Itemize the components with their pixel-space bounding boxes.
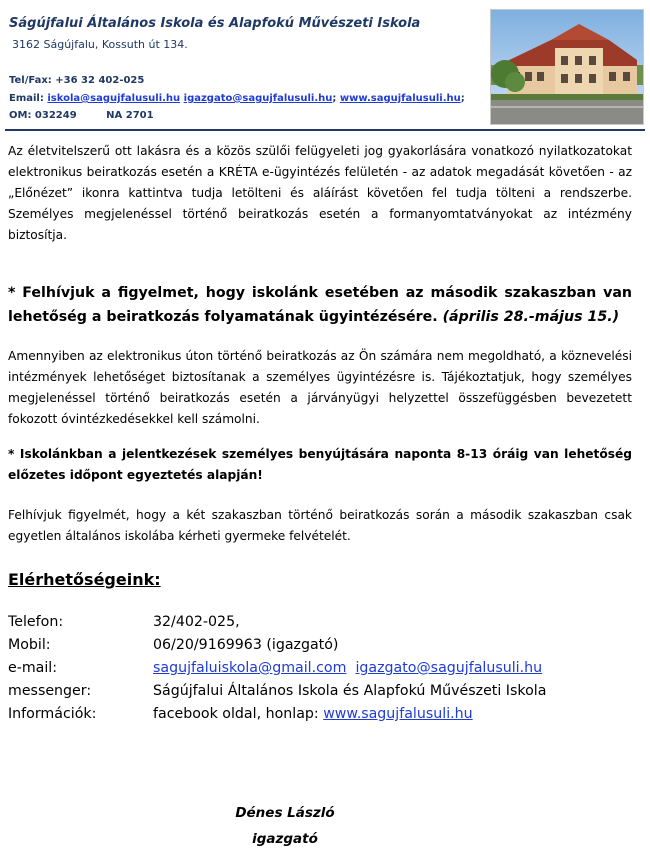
contact-row-messenger (8, 683, 638, 706)
na-id: NA 2701 (106, 110, 154, 121)
email-line (9, 93, 465, 104)
enrollment-dates: (április 28.-május 15.) (442, 309, 620, 325)
separator: ; (460, 93, 465, 104)
contacts-list (8, 614, 638, 729)
paragraph-single-school: Felhívjuk figyelmét, hogy a két szakaszban történő beiratkozás során a második szakaszban csak egyetlen általános iskolába kérheti gyermeke felvételét. (8, 508, 632, 543)
signatory-title: igazgató (252, 831, 318, 847)
website-link-contact[interactable]: www.sagujfalusuli.hu (323, 706, 473, 722)
phone-value: 32/402-025, (153, 614, 240, 630)
info-prefix: facebook oldal, honlap: (153, 706, 319, 722)
header-divider (5, 129, 645, 131)
mobile-value: 06/20/9169963 (igazgató) (153, 637, 339, 653)
paragraph-declarations: Az életvitelszerű ott lakásra és a közös szülői felügyeleti jog gyakorlására vonatkozó nyilatkozatokat elektronikus beiratkozás esetén a KRÉTA e-ügyintézés felületén - az adatok megadását követően - az „Előnézet” ikonra kattintva tudja letölteni és aláírást követően fel tudja tölteni a rendszerbe. Személyes megjelenéssel történő beiratkozás esetén a formanyomtatványokat az intézmény biztosítja. (8, 144, 632, 242)
signature-block (220, 800, 350, 852)
mobile-label: Mobil: (8, 637, 51, 653)
contacts-heading: Elérhetőségeink: (8, 570, 161, 589)
email-link-principal-contact[interactable]: igazgato@sagujfalusuli.hu (355, 660, 543, 676)
email-label: e-mail: (8, 660, 58, 676)
contact-row-email (8, 660, 638, 683)
email-link-gmail[interactable]: sagujfaluiskola@gmail.com (153, 660, 347, 676)
signatory-name: Dénes László (235, 805, 335, 821)
school-address: 3162 Ságújfalu, Kossuth út 134. (12, 38, 188, 51)
tel-fax: Tel/Fax: +36 32 402-025 (9, 75, 145, 86)
separator: ; (332, 93, 340, 104)
paragraph-office-hours: * Iskolánkban a jelentkezések személyes benyújtására naponta 8-13 óráig van lehetőség előzetes időpont egyeztetés alapján! (8, 447, 632, 482)
email-link-principal[interactable]: igazgato@sagujfalusuli.hu (183, 93, 333, 104)
paragraph-second-phase-text: * Felhívjuk a figyelmet, hogy iskolánk esetében az második szakaszban van lehetőség a beiratkozás folyamatának ügyintézésére. (8, 285, 632, 325)
paragraph-personal-enrollment: Amennyiben az elektronikus úton történő beiratkozás az Ön számára nem megoldható, a köznevelési intézmények lehetőséget biztosítanak a személyes ügyintézésre is. Tájékoztatjuk, hogy személyes megjelenéssel történő beiratkozás esetén a járványügyi helyzettel összefüggésben bevezetett fokozott óvintézkedésekkel kell számolni. (8, 349, 632, 426)
email-link-school[interactable]: iskola@sagujfalusuli.hu (47, 93, 181, 104)
email-label: Email: (9, 93, 44, 104)
messenger-value: Ságújfalui Általános Iskola és Alapfokú Művészeti Iskola (153, 683, 547, 699)
school-building-photo (490, 9, 644, 125)
letterhead (0, 0, 650, 125)
contact-row-mobile (8, 637, 638, 660)
info-label: Információk: (8, 706, 97, 722)
school-name: Ságújfalui Általános Iskola és Alapfokú Művészeti Iskola (9, 16, 421, 31)
contact-row-phone (8, 614, 638, 637)
om-line (9, 110, 154, 121)
email-values (153, 660, 542, 676)
phone-label: Telefon: (8, 614, 64, 630)
paragraph-second-phase (8, 281, 632, 329)
website-link[interactable]: www.sagujfalusuli.hu (339, 93, 461, 104)
messenger-label: messenger: (8, 683, 92, 699)
info-value (153, 706, 473, 722)
contact-row-info (8, 706, 638, 729)
om-id: OM: 032249 (9, 110, 77, 121)
